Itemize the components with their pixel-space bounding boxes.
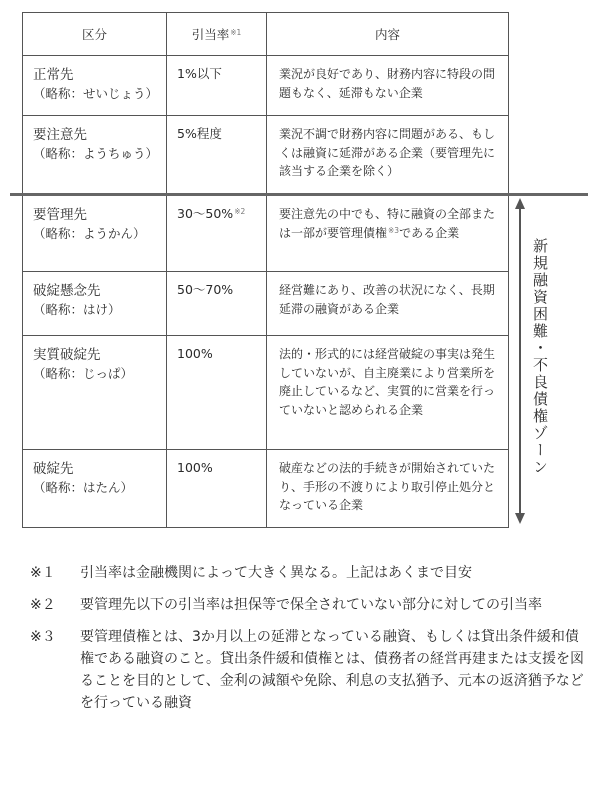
row-desc: 破産などの法的手続きが開始されていたり、手形の不渡りにより取引停止処分となっている企業 (279, 461, 496, 512)
table-row (23, 56, 509, 116)
row-rate-note: ※2 (234, 207, 246, 216)
row-desc: 業況不調で財務内容に問題がある、もしくは融資に延滞がある企業（要管理先に該当する企業を除く） (279, 127, 496, 178)
zone-indicator (512, 196, 548, 526)
row-desc: 業況が良好であり、財務内容に特段の問題もなく、延滞もない企業 (279, 67, 496, 100)
table-row (23, 196, 509, 272)
row-desc (267, 196, 508, 252)
classification-table (22, 12, 509, 528)
table-row (23, 336, 509, 450)
row-name: 実質破綻先 (33, 347, 101, 363)
footnote-mark: ※２ (30, 597, 56, 613)
row-name: 正常先 (33, 67, 74, 83)
row-name: 破綻懸念先 (33, 283, 101, 299)
zone-separator-line (10, 193, 588, 196)
footnote-text: 要管理先以下の引当率は担保等で保全されていない部分に対しての引当率 (80, 597, 542, 613)
header-content: 内容 (267, 13, 509, 56)
row-rate: 100% (177, 346, 213, 361)
row-desc: 法的・形式的には経営破綻の事実は発生していないが、自主廃業により営業所を廃止しているなど、実質的に営業を行っていないと認められる企業 (279, 347, 496, 417)
row-desc: 経営難にあり、改善の状況になく、長期延滞の融資がある企業 (279, 283, 495, 316)
footnote-text: 要管理債権とは、3か月以上の延滞となっている融資、もしくは貸出条件緩和債権である融資のこと。貸出条件緩和債権とは、債務者の経営再建または支援を図ることを目的として、金利の減額や免除、利息の支払猶予、元本の返済猶予などを行っている融資 (80, 629, 584, 711)
table-row (23, 450, 509, 528)
row-rate: 1%以下 (177, 66, 222, 81)
table-row (23, 116, 509, 196)
row-desc-note: ※3 (388, 225, 400, 235)
zone-label: 新規融資困難・不良債権ゾーン (531, 238, 549, 476)
table-row (23, 272, 509, 336)
row-rate: 30〜50% (177, 206, 234, 221)
row-rate: 100% (177, 460, 213, 475)
footnote-mark: ※３ (30, 629, 56, 645)
footnotes (30, 562, 585, 724)
row-abbr: （略称：はけ） (33, 302, 121, 317)
table-header-row (23, 13, 509, 56)
row-abbr: （略称：せいじょう） (33, 86, 159, 101)
footnote (30, 626, 585, 714)
footnote (30, 562, 585, 584)
row-name: 要注意先 (33, 127, 87, 143)
row-abbr: （略称：はたん） (33, 480, 134, 495)
row-desc-pre: 要注意先の中でも、特に融資の全部または一部が要管理債権 (279, 207, 496, 240)
header-rate-note: ※1 (230, 28, 242, 37)
footnote-mark: ※１ (30, 565, 56, 581)
footnote-text: 引当率は金融機関によって大きく異なる。上記はあくまで目安 (80, 565, 472, 581)
header-category: 区分 (23, 13, 167, 56)
footnote (30, 594, 585, 616)
row-abbr: （略称：ようちゅう） (33, 146, 159, 161)
row-abbr: （略称：ようかん） (33, 226, 146, 241)
header-rate (167, 13, 267, 56)
row-name: 破綻先 (33, 461, 74, 477)
row-rate: 50〜70% (177, 282, 234, 297)
row-desc-post: である企業 (399, 225, 460, 240)
row-name: 要管理先 (33, 207, 87, 223)
row-rate: 5%程度 (177, 126, 222, 141)
header-rate-label: 引当率 (191, 27, 230, 42)
row-abbr: （略称：じっぱ） (33, 366, 134, 381)
